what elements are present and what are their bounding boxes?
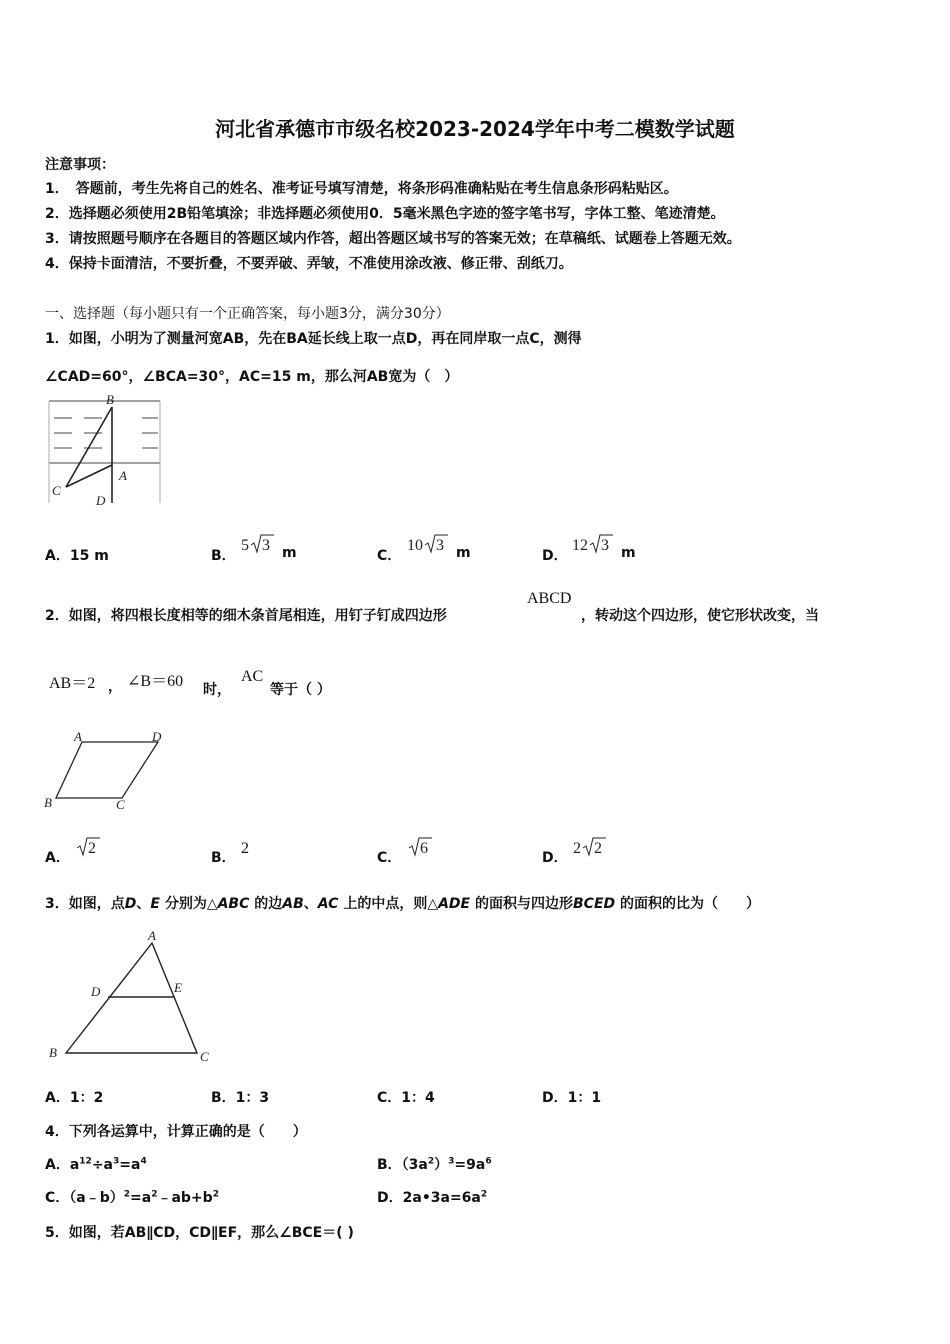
fig1-label-b: B xyxy=(106,392,114,407)
svg-text:2: 2 xyxy=(594,840,602,857)
q1-option-a: A．15 m xyxy=(45,548,109,564)
question-1-stem: 1．如图，小明为了测量河宽AB，先在BA延长线上取一点D，再在同岸取一点C，测得 xyxy=(45,331,582,347)
q1-option-d-radical xyxy=(572,530,618,556)
q1-option-c: C． xyxy=(377,548,402,564)
q1-option-c-radical xyxy=(407,530,453,556)
fig1-label-a: A xyxy=(119,468,127,483)
question-3-figure xyxy=(44,925,219,1065)
q4-option-d: D．$2a•3a=6a^2$ xyxy=(377,1189,488,1206)
q2-option-a-radical xyxy=(76,833,106,859)
q2-equals: 等于（ ） xyxy=(270,682,331,698)
q2-condition-ab: AB＝2 xyxy=(49,675,96,692)
notice-item: 4．保持卡面清洁，不要折叠，不要弄破、弄皱，不准使用涂改液、修正带、刮纸刀。 xyxy=(45,256,573,272)
q4-option-a: A．$a^{12}\div a^3=a^4$ xyxy=(45,1156,147,1173)
q4-option-b: B．$(3a^2)^3=9a^6$ xyxy=(377,1156,492,1173)
svg-text:5: 5 xyxy=(241,537,249,554)
q2-option-a: A． xyxy=(45,850,70,866)
fig1-label-c: C xyxy=(52,483,61,498)
question-4-stem: 4．下列各运算中，计算正确的是（ ） xyxy=(45,1124,307,1140)
q3-option-c: C．1：4 xyxy=(377,1090,435,1106)
q2-option-c-radical xyxy=(408,833,438,859)
svg-text:10: 10 xyxy=(407,537,423,554)
q1-option-d-unit: m xyxy=(621,545,636,561)
q1-option-d: D． xyxy=(542,548,568,564)
fig3-label-b: B xyxy=(49,1045,57,1060)
question-5-stem: 5．如图，若AB∥CD，CD∥EF，那么∠BCE＝( ) xyxy=(45,1225,354,1241)
fig2-label-b: B xyxy=(44,795,52,810)
q1-option-b-radical xyxy=(241,530,277,556)
notice-heading: 注意事项： xyxy=(45,157,115,173)
q1-option-b-unit: m xyxy=(282,545,297,561)
notice-item: 1． 答题前，考生先将自己的姓名、准考证号填写清楚，将条形码准确粘贴在考生信息条形码粘贴区。 xyxy=(45,181,678,197)
q2-condition-angle: ∠B＝60 xyxy=(127,673,184,690)
q1-option-b: B． xyxy=(211,548,236,564)
section-heading: 一、选择题（每小题只有一个正确答案，每小题3分，满分30分） xyxy=(45,306,450,322)
svg-text:12: 12 xyxy=(572,537,588,554)
svg-text:2: 2 xyxy=(88,840,96,857)
q2-stem-suffix: ，转动这个四边形，使它形状改变，当 xyxy=(581,608,819,624)
q2-option-b: B． xyxy=(211,850,236,866)
question-3-stem: 3．如图，点D、E 分别为△ABC 的边AB、AC 上的中点，则△ADE 的面积与四边形BCED 的面积的比为（ ） xyxy=(45,896,761,912)
q3-option-a: A．1：2 xyxy=(45,1090,104,1106)
q4-option-c: C．$(a﹣b)^2=a^2﹣ab+b^2$ xyxy=(45,1189,219,1206)
question-1-stem-line2: ∠CAD=60°，∠BCA=30°，AC=15 m，那么河AB宽为（ ） xyxy=(45,369,459,385)
fig2-label-c: C xyxy=(116,797,125,812)
q2-option-c: C． xyxy=(377,850,402,866)
q2-option-d: D． xyxy=(542,850,568,866)
q2-option-b-value: 2 xyxy=(241,840,249,857)
q3-option-b: B．1：3 xyxy=(211,1090,270,1106)
q2-shape-name: ABCD xyxy=(527,590,572,607)
q2-ac: AC xyxy=(241,668,264,685)
fig3-label-e: E xyxy=(174,980,182,995)
fig3-label-d: D xyxy=(91,984,101,999)
fig2-label-a: A xyxy=(74,729,82,744)
q2-option-d-radical xyxy=(573,833,613,859)
fig3-label-c: C xyxy=(200,1049,209,1064)
question-1-figure xyxy=(44,393,164,513)
fig3-label-a: A xyxy=(148,928,156,943)
svg-text:3: 3 xyxy=(436,537,444,554)
svg-text:3: 3 xyxy=(262,537,270,554)
q2-when: 时， xyxy=(203,682,231,698)
svg-text:2: 2 xyxy=(573,840,581,857)
notice-item: 3．请按照题号顺序在各题目的答题区域内作答，超出答题区域书写的答案无效；在草稿纸、试题卷上答题无效。 xyxy=(45,231,741,247)
q2-comma: ， xyxy=(108,679,122,695)
q3-option-d: D．1：1 xyxy=(542,1090,602,1106)
fig2-label-d: D xyxy=(152,729,162,744)
notice-item: 2．选择题必须使用2B铅笔填涂；非选择题必须使用0．5毫米黑色字迹的签字笔书写，字体工整、笔迹清楚。 xyxy=(45,206,725,222)
svg-text:3: 3 xyxy=(601,537,609,554)
question-2-figure xyxy=(42,728,172,813)
question-2-stem: 2．如图，将四根长度相等的细木条首尾相连，用钉子钉成四边形 xyxy=(45,608,447,624)
q1-option-c-unit: m xyxy=(456,545,471,561)
fig1-label-d: D xyxy=(96,493,106,508)
page-title: 河北省承德市市级名校2023-2024学年中考二模数学试题 xyxy=(215,117,735,141)
svg-text:6: 6 xyxy=(420,840,428,857)
